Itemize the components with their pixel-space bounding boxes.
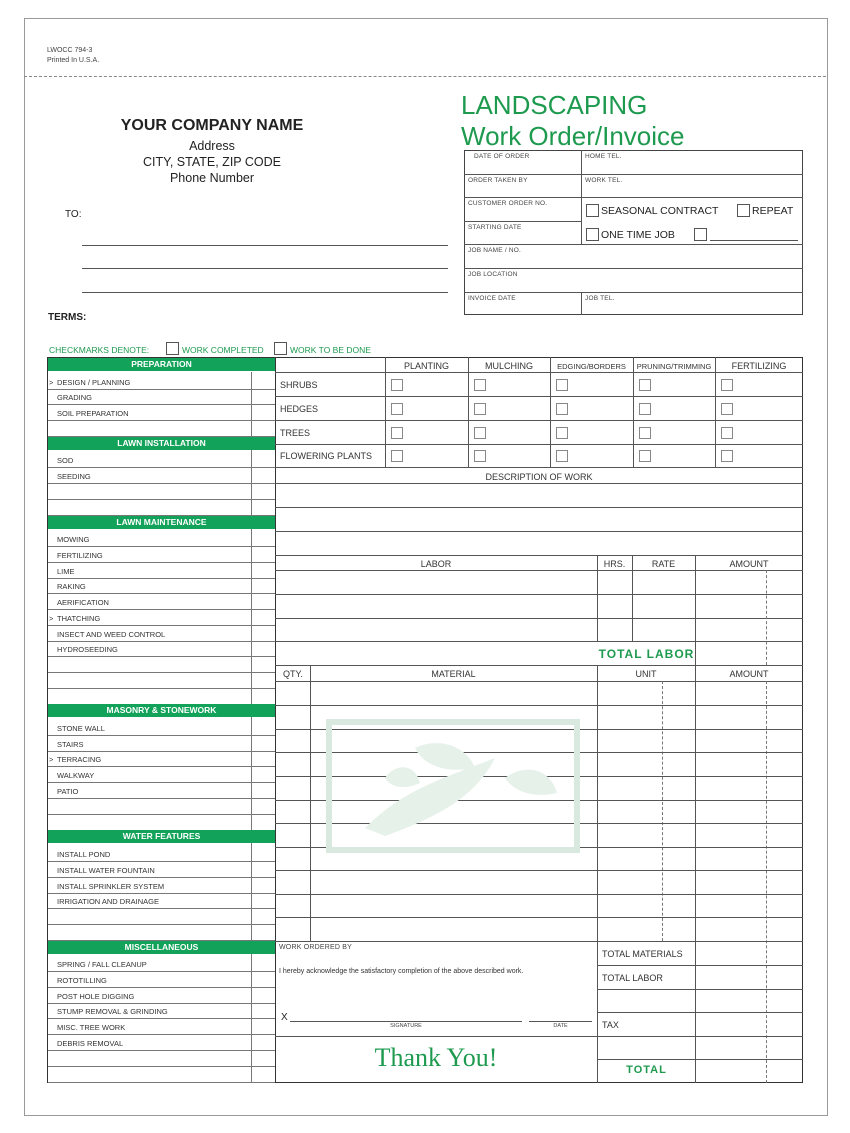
home-tel-field[interactable]: HOME TEL. bbox=[585, 153, 622, 160]
service-item[interactable]: STUMP REMOVAL & GRINDING bbox=[57, 1007, 168, 1016]
work-to-be-done-label: WORK TO BE DONE bbox=[290, 345, 371, 355]
material-row[interactable] bbox=[275, 894, 803, 895]
plant-checkbox[interactable] bbox=[721, 403, 733, 415]
seasonal-contract-label: SEASONAL CONTRACT bbox=[601, 205, 719, 217]
service-item[interactable]: HYDROSEEDING bbox=[57, 645, 118, 654]
service-item[interactable]: TERRACING bbox=[57, 755, 102, 764]
work-to-be-done-checkbox[interactable] bbox=[274, 342, 287, 355]
company-city: CITY, STATE, ZIP CODE bbox=[143, 155, 281, 169]
printed-label: Printed In U.S.A. bbox=[47, 57, 100, 64]
acknowledge-text: I hereby acknowledge the satisfactory completion of the above described work. bbox=[279, 968, 524, 975]
x-mark: X bbox=[281, 1012, 288, 1023]
checkmarks-label: CHECKMARKS DENOTE: bbox=[49, 345, 150, 355]
plant-checkbox[interactable] bbox=[556, 379, 568, 391]
form-subtitle: Work Order/Invoice bbox=[461, 121, 685, 151]
rate-header: RATE bbox=[651, 559, 676, 569]
plant-checkbox[interactable] bbox=[721, 450, 733, 462]
total-materials-label: TOTAL MATERIALS bbox=[602, 949, 683, 959]
company-phone: Phone Number bbox=[169, 171, 255, 185]
plant-checkbox[interactable] bbox=[474, 403, 486, 415]
arrow-icon: > bbox=[49, 614, 54, 623]
service-item[interactable]: POST HOLE DIGGING bbox=[57, 992, 135, 1001]
service-item[interactable]: SOD bbox=[57, 456, 74, 465]
row-flowering-plants: FLOWERING PLANTS bbox=[280, 451, 373, 461]
col-pruning: PRUNING/TRIMMING bbox=[636, 362, 712, 371]
arrow-icon: > bbox=[49, 378, 54, 387]
work-ordered-by[interactable]: WORK ORDERED BY bbox=[279, 944, 353, 951]
description-line-3[interactable] bbox=[275, 555, 803, 556]
plant-checkbox[interactable] bbox=[639, 450, 651, 462]
labor-header: LABOR bbox=[420, 559, 452, 569]
plant-checkbox[interactable] bbox=[391, 427, 403, 439]
labor-amount-header: AMOUNT bbox=[729, 559, 769, 569]
service-item[interactable]: INSTALL POND bbox=[57, 850, 111, 859]
other-contract-line[interactable] bbox=[710, 240, 798, 241]
work-completed-label: WORK COMPLETED bbox=[182, 345, 264, 355]
service-item[interactable]: STAIRS bbox=[57, 740, 84, 749]
service-item[interactable]: MOWING bbox=[57, 535, 90, 544]
plant-checkbox[interactable] bbox=[474, 450, 486, 462]
form-title: LANDSCAPING bbox=[461, 90, 648, 120]
plant-checkbox[interactable] bbox=[556, 403, 568, 415]
plant-checkbox[interactable] bbox=[391, 403, 403, 415]
tax-label: TAX bbox=[602, 1020, 619, 1030]
description-line-1[interactable] bbox=[275, 507, 803, 508]
service-item[interactable]: INSTALL SPRINKLER SYSTEM bbox=[57, 882, 165, 891]
service-item[interactable]: DESIGN / PLANNING bbox=[57, 378, 131, 387]
plant-checkbox[interactable] bbox=[556, 450, 568, 462]
qty-header: QTY. bbox=[283, 669, 303, 679]
service-item[interactable]: STONE WALL bbox=[57, 724, 105, 733]
section-header-preparation: PREPARATION bbox=[48, 358, 275, 371]
service-item[interactable]: DEBRIS REMOVAL bbox=[57, 1039, 124, 1048]
date-of-order-field[interactable]: DATE OF ORDER bbox=[474, 153, 530, 160]
service-item[interactable]: FERTILIZING bbox=[57, 551, 103, 560]
col-mulching: MULCHING bbox=[484, 361, 533, 371]
service-item[interactable]: MISC. TREE WORK bbox=[57, 1023, 126, 1032]
invoice-date-field[interactable]: INVOICE DATE bbox=[468, 295, 516, 302]
job-name-field[interactable]: JOB NAME / NO. bbox=[468, 247, 522, 254]
date-label: DATE bbox=[553, 1023, 568, 1029]
plant-checkbox[interactable] bbox=[721, 379, 733, 391]
col-fertilizing: FERTILIZING bbox=[731, 361, 787, 371]
material-row[interactable] bbox=[275, 705, 803, 706]
service-item[interactable]: LIME bbox=[57, 567, 75, 576]
signature-label: SIGNATURE bbox=[390, 1023, 422, 1029]
thank-you-text: Thank You! bbox=[374, 1043, 498, 1072]
one-time-job-checkbox[interactable] bbox=[586, 228, 599, 241]
section-header-water: WATER FEATURES bbox=[48, 830, 275, 843]
service-item[interactable]: RAKING bbox=[57, 582, 86, 591]
terms-label: TERMS: bbox=[48, 312, 87, 323]
service-item[interactable]: INSECT AND WEED CONTROL bbox=[57, 630, 166, 639]
work-completed-checkbox[interactable] bbox=[166, 342, 179, 355]
plant-checkbox[interactable] bbox=[721, 427, 733, 439]
section-header-misc: MISCELLANEOUS bbox=[48, 941, 275, 954]
job-tel-field[interactable]: JOB TEL. bbox=[585, 295, 615, 302]
other-contract-checkbox[interactable] bbox=[694, 228, 707, 241]
plant-checkbox[interactable] bbox=[639, 379, 651, 391]
repeat-checkbox[interactable] bbox=[737, 204, 750, 217]
company-name: YOUR COMPANY NAME bbox=[120, 117, 304, 134]
service-item[interactable]: WALKWAY bbox=[57, 771, 95, 780]
signature-line[interactable] bbox=[290, 1021, 522, 1022]
section-header-masonry: MASONRY & STONEWORK bbox=[48, 704, 275, 717]
to-line-3[interactable] bbox=[82, 292, 448, 293]
customer-order-no-field[interactable]: CUSTOMER ORDER NO. bbox=[468, 200, 548, 207]
plant-checkbox[interactable] bbox=[556, 427, 568, 439]
col-edging: EDGING/BORDERS bbox=[557, 362, 626, 371]
one-time-job-label: ONE TIME JOB bbox=[601, 229, 675, 241]
total-labor-summary-label: TOTAL LABOR bbox=[602, 973, 663, 983]
to-label: TO: bbox=[65, 209, 82, 220]
service-item[interactable]: AERIFICATION bbox=[57, 598, 109, 607]
grand-total-label: TOTAL bbox=[626, 1064, 667, 1076]
date-line[interactable] bbox=[529, 1021, 592, 1022]
material-amount-header: AMOUNT bbox=[729, 669, 769, 679]
service-item[interactable]: SEEDING bbox=[57, 472, 91, 481]
company-address: Address bbox=[189, 139, 235, 153]
service-item[interactable]: PATIO bbox=[57, 787, 79, 796]
arrow-icon: > bbox=[49, 755, 54, 764]
material-header: MATERIAL bbox=[431, 669, 476, 679]
seasonal-contract-checkbox[interactable] bbox=[586, 204, 599, 217]
leaf-watermark-icon bbox=[325, 718, 581, 854]
col-planting: PLANTING bbox=[403, 361, 449, 371]
plant-checkbox[interactable] bbox=[639, 427, 651, 439]
unit-header: UNIT bbox=[635, 669, 657, 679]
perforation-line bbox=[24, 76, 826, 77]
plant-checkbox[interactable] bbox=[474, 427, 486, 439]
total-labor-label: TOTAL LABOR bbox=[598, 647, 695, 661]
repeat-label: REPEAT bbox=[752, 205, 794, 217]
plant-checkbox[interactable] bbox=[639, 403, 651, 415]
service-item[interactable]: SOIL PREPARATION bbox=[57, 409, 129, 418]
material-row[interactable] bbox=[275, 870, 803, 871]
work-tel-field[interactable]: WORK TEL. bbox=[585, 177, 623, 184]
service-item[interactable]: INSTALL WATER FOUNTAIN bbox=[57, 866, 155, 875]
service-item[interactable]: GRADING bbox=[57, 393, 93, 402]
material-row[interactable] bbox=[275, 917, 803, 918]
form-code: LWOCC 794-3 bbox=[47, 47, 93, 54]
description-label: DESCRIPTION OF WORK bbox=[485, 472, 593, 482]
section-header-lawn-maintenance: LAWN MAINTENANCE bbox=[48, 516, 275, 529]
to-line-1[interactable] bbox=[82, 245, 448, 246]
section-header-lawn-installation: LAWN INSTALLATION bbox=[48, 437, 275, 450]
hrs-header: HRS. bbox=[603, 559, 626, 569]
service-item[interactable]: THATCHING bbox=[57, 614, 101, 623]
service-item[interactable]: SPRING / FALL CLEANUP bbox=[57, 960, 147, 969]
plant-checkbox[interactable] bbox=[474, 379, 486, 391]
to-line-2[interactable] bbox=[82, 268, 448, 269]
row-shrubs: SHRUBS bbox=[280, 380, 318, 390]
row-hedges: HEDGES bbox=[280, 404, 319, 414]
starting-date-field[interactable]: STARTING DATE bbox=[468, 224, 522, 231]
plant-checkbox[interactable] bbox=[391, 450, 403, 462]
service-item[interactable]: IRRIGATION AND DRAINAGE bbox=[57, 897, 159, 906]
job-location-field[interactable]: JOB LOCATION bbox=[468, 271, 518, 278]
description-line-2[interactable] bbox=[275, 531, 803, 532]
plant-checkbox[interactable] bbox=[391, 379, 403, 391]
order-taken-by-field[interactable]: ORDER TAKEN BY bbox=[468, 177, 528, 184]
service-item[interactable]: ROTOTILLING bbox=[57, 976, 107, 985]
row-trees: TREES bbox=[280, 428, 311, 438]
